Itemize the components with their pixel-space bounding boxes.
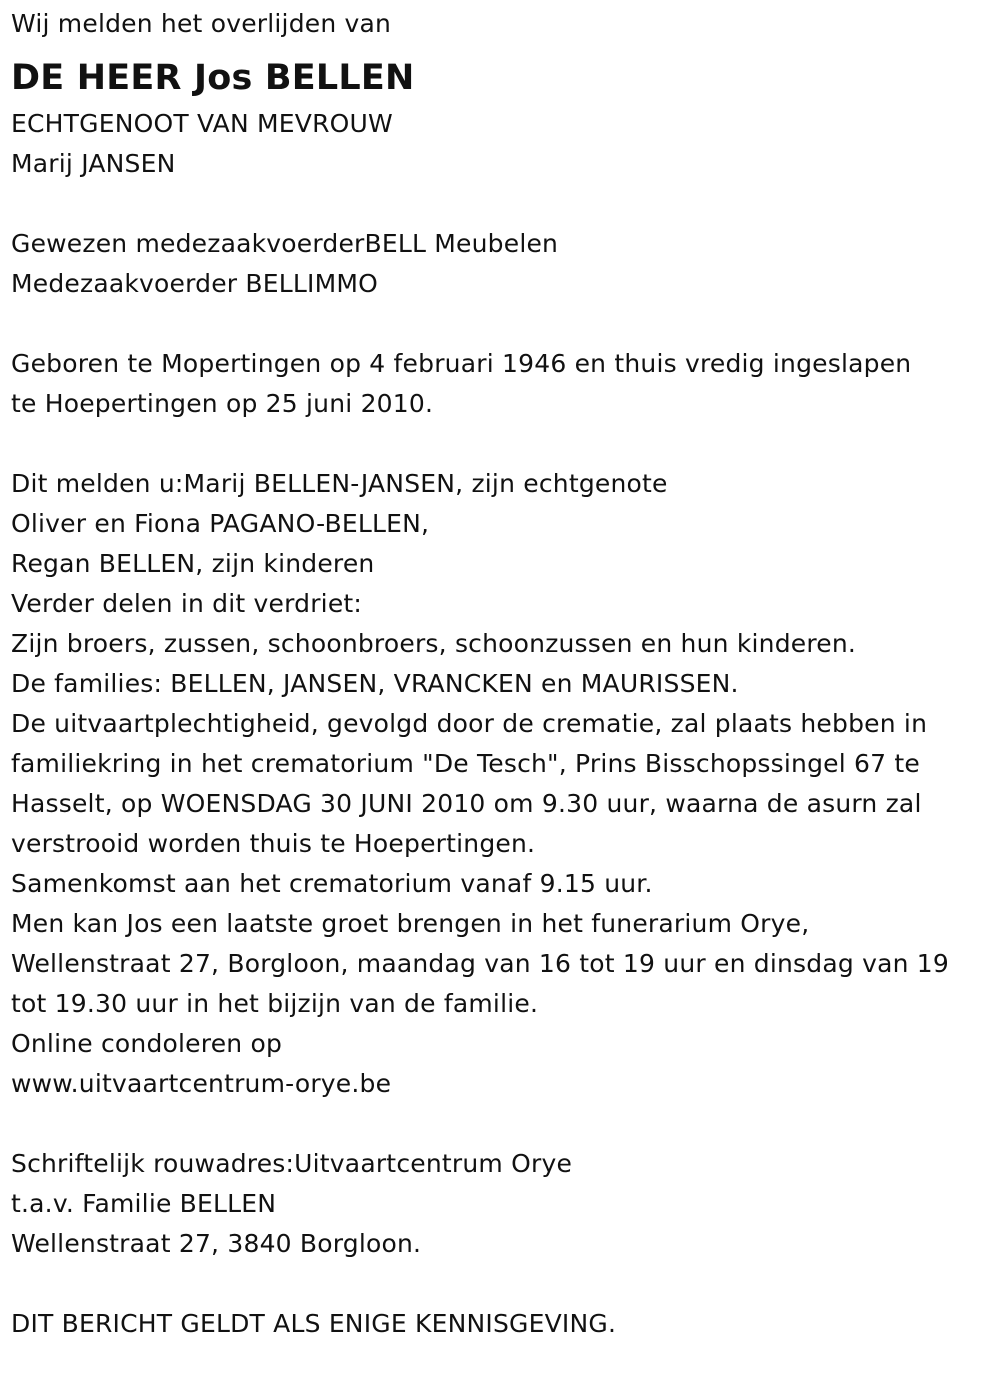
spouse-label: ECHTGENOOT VAN MEVROUW	[11, 109, 393, 138]
address-line: Schriftelijk rouwadres:Uitvaartcentrum Orye	[11, 1149, 573, 1178]
announcement-line: Zijn broers, zussen, schoonbroers, schoonzussen en hun kinderen.	[11, 629, 857, 658]
announcement-line: Men kan Jos een laatste groet brengen in het funerarium Orye,	[11, 909, 810, 938]
condolence-url: www.uitvaartcentrum-orye.be	[11, 1069, 392, 1098]
spacer	[11, 304, 991, 344]
announcement-line: Oliver en Fiona PAGANO-BELLEN,	[11, 509, 430, 538]
announcement-line: familiekring in het crematorium "De Tesch", Prins Bisschopssingel 67 te	[11, 749, 920, 778]
announcement-line: De uitvaartplechtigheid, gevolgd door de crematie, zal plaats hebben in	[11, 709, 928, 738]
announcement-line: Verder delen in dit verdriet:	[11, 589, 363, 618]
address-line: t.a.v. Familie BELLEN	[11, 1189, 277, 1218]
role-line: Gewezen medezaakvoerderBELL Meubelen	[11, 229, 559, 258]
announcement-line: tot 19.30 uur in het bijzijn van de familie.	[11, 989, 539, 1018]
birth-death-line: te Hoepertingen op 25 juni 2010.	[11, 389, 434, 418]
announcement-line: Dit melden u:Marij BELLEN-JANSEN, zijn echtgenote	[11, 469, 668, 498]
obituary-notice	[11, 4, 991, 1344]
announcement-line: verstrooid worden thuis te Hoepertingen.	[11, 829, 536, 858]
spacer	[11, 1104, 991, 1144]
deceased-name: DE HEER Jos BELLEN	[11, 58, 415, 98]
spacer	[11, 424, 991, 464]
spouse-name: Marij JANSEN	[11, 149, 176, 178]
spacer	[11, 1264, 991, 1304]
intro-text: Wij melden het overlijden van	[11, 9, 392, 38]
role-line: Medezaakvoerder BELLIMMO	[11, 269, 379, 298]
closing-statement: DIT BERICHT GELDT ALS ENIGE KENNISGEVING.	[11, 1309, 617, 1338]
announcement-line: Samenkomst aan het crematorium vanaf 9.15 uur.	[11, 869, 653, 898]
spacer	[11, 184, 991, 224]
address-line: Wellenstraat 27, 3840 Borgloon.	[11, 1229, 422, 1258]
announcement-line: Wellenstraat 27, Borgloon, maandag van 16 tot 19 uur en dinsdag van 19	[11, 949, 949, 978]
announcement-line: Online condoleren op	[11, 1029, 283, 1058]
announcement-line: Hasselt, op WOENSDAG 30 JUNI 2010 om 9.30 uur, waarna de asurn zal	[11, 789, 922, 818]
announcement-line: Regan BELLEN, zijn kinderen	[11, 549, 375, 578]
birth-death-line: Geboren te Mopertingen op 4 februari 1946 en thuis vredig ingeslapen	[11, 349, 912, 378]
announcement-line: De families: BELLEN, JANSEN, VRANCKEN en MAURISSEN.	[11, 669, 739, 698]
